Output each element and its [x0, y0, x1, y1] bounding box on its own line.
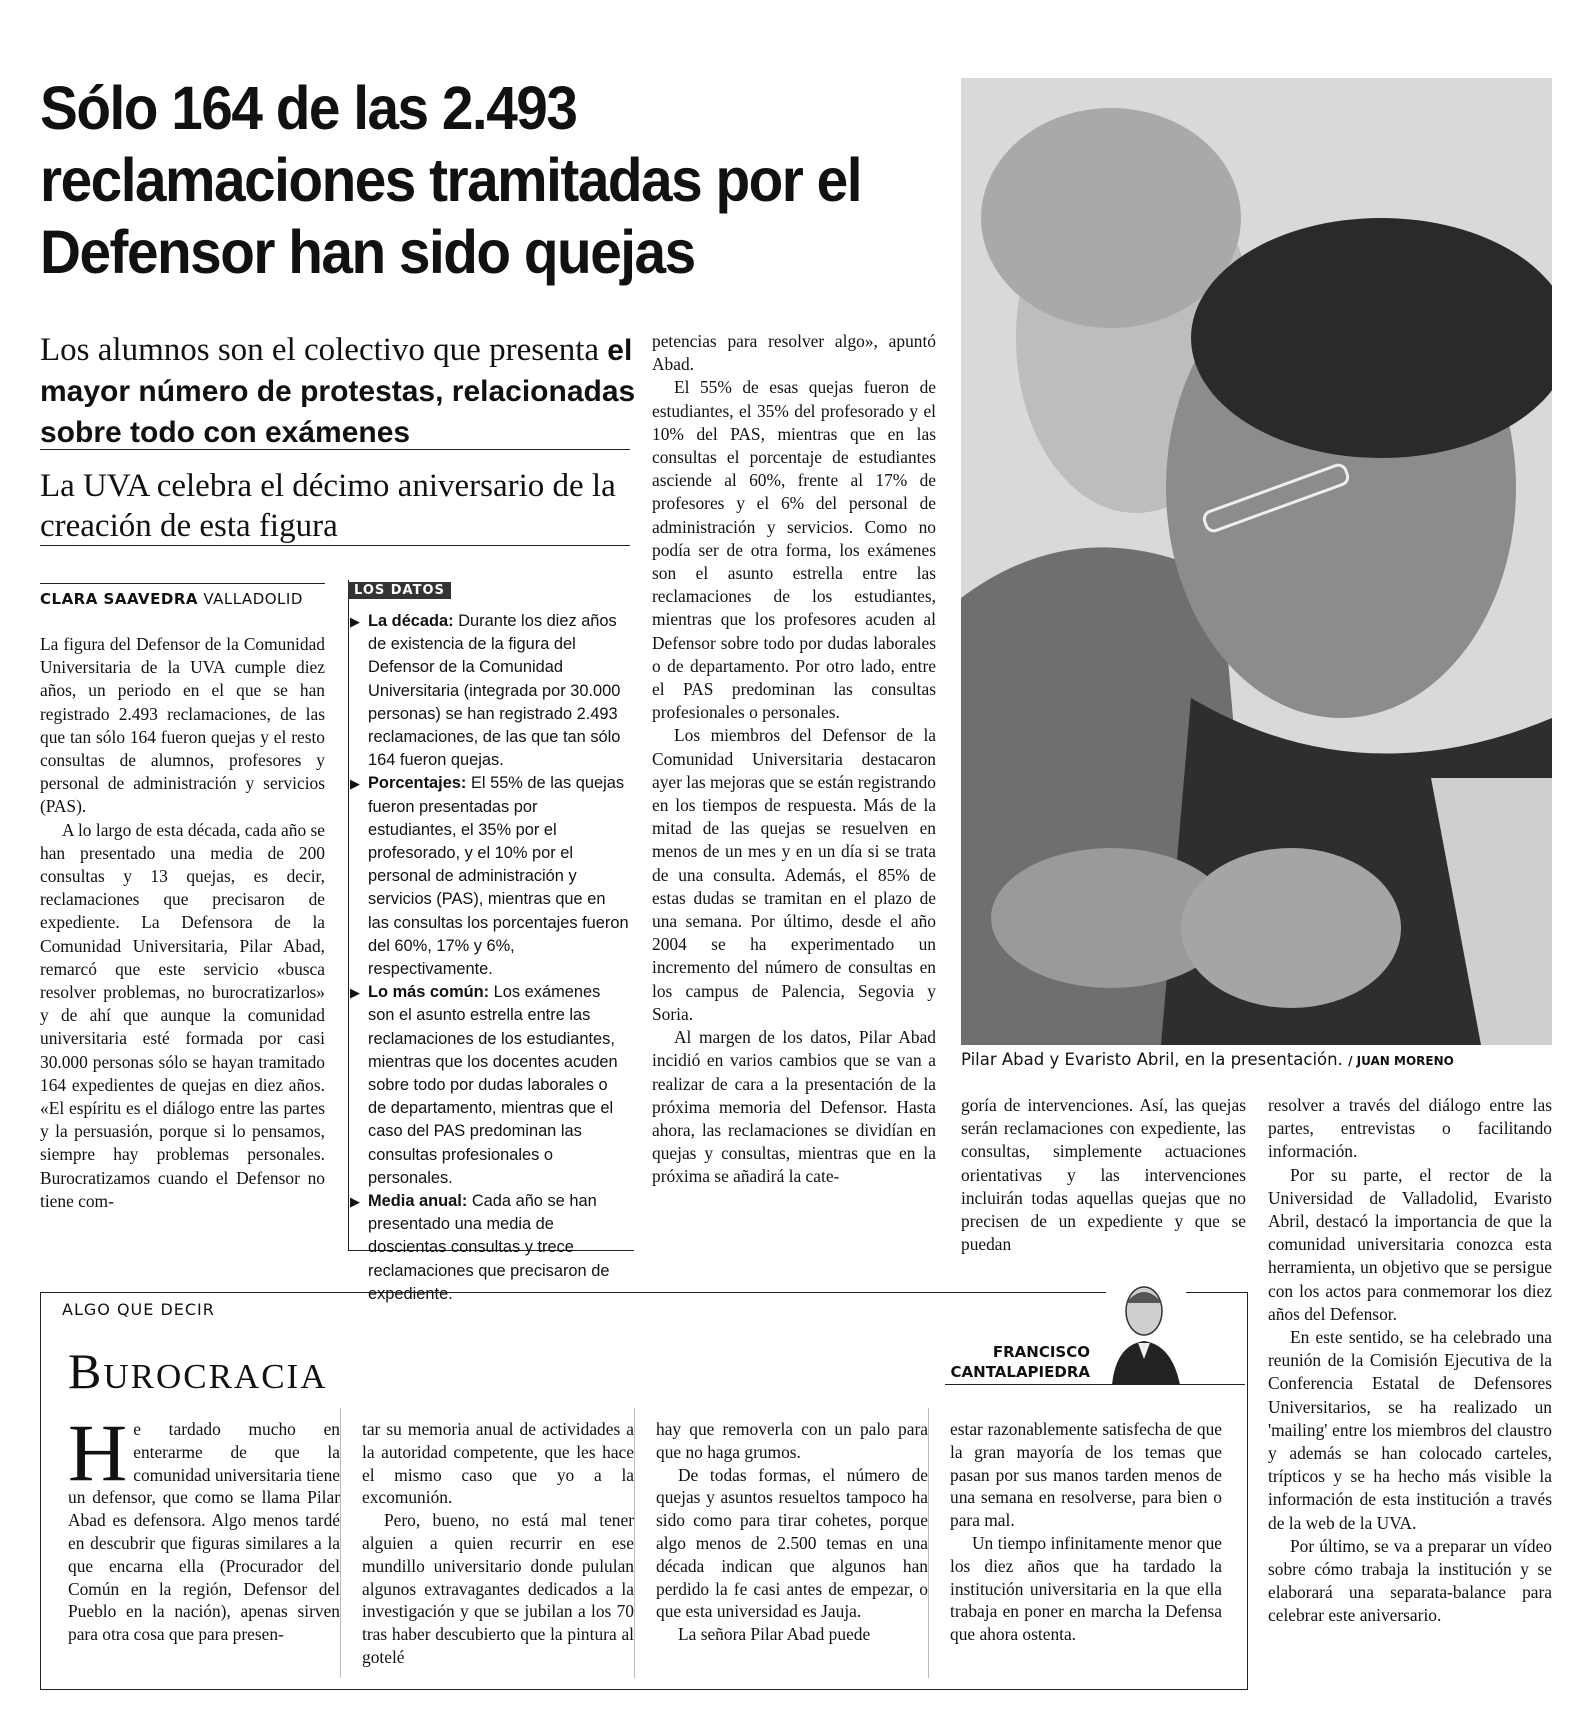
opinion-section-label: ALGO QUE DECIR	[62, 1300, 215, 1319]
datos-item-title: La década:	[368, 612, 454, 630]
paragraph: Por último, se va a preparar un vídeo sobre cómo trabaja la institución y se elaborará una separata-balance para celebrar este aniversario.	[1268, 1535, 1552, 1626]
opinion-column-1	[68, 1407, 340, 1646]
divider	[945, 1384, 1245, 1385]
opinion-author	[945, 1342, 1090, 1382]
paragraph: La señora Pilar Abad puede	[678, 1624, 871, 1645]
datos-label: LOS DATOS	[348, 582, 451, 599]
paragraph: La figura del Defensor de la Comunidad Universitaria de la UVA cumple diez años, un periodo en el que se han registrado 2.493 reclamaciones, de las que tan sólo 164 fueron quejas y el resto consultas de alumnos, profesores y personal de administración y servicios (PAS).	[40, 634, 325, 817]
paragraph-text: e tardado mucho en enterarme de que la comunidad universitaria tiene un defensor, que como se llama Pilar Abad es defensora. Algo menos tardé en descubrir que figuras similares a la que encarna ella (Procurador del Común en la región, Defensor del Pueblo en la nación), apenas sirven para otra cosa que para presen-	[68, 1419, 340, 1645]
opinion-title: Burocracia	[68, 1343, 328, 1399]
article-column-1	[40, 633, 325, 1213]
triangle-bullet-icon: ▶	[350, 776, 360, 792]
paragraph: De todas formas, el número de quejas y asuntos resueltos tampoco ha sido como para tirar cohetes, porque algo menos de 2.500 temas en una década indican que algunos han perdido la fe casi antes de empezar, o que esta universidad es Jauja.	[656, 1464, 928, 1622]
divider	[40, 449, 630, 450]
author-first-name: FRANCISCO	[992, 1343, 1090, 1361]
datos-item-title: Lo más común:	[368, 983, 490, 1002]
subheadline-regular: Los alumnos son el colectivo que presenta	[40, 332, 608, 368]
datos-item-text: Durante los diez años de existencia de la figura del Defensor de la Comunidad Universitaria (integrada por 30.000 personas) se han registrado 2.493 reclamaciones, de las que tan sólo 164 fueron quejas.	[368, 612, 621, 770]
opinion-column-4	[950, 1418, 1222, 1646]
paragraph: En este sentido, se ha celebrado una reunión de la Comisión Ejecutiva de la Conferencia Estatal de Defensores Universitarios, se ha realizado un 'mailing' entre los miembros del claustro y además se han colocado carteles, trípticos y se ha hecho más visible la información de esta institución a través de la web de la UVA.	[1268, 1327, 1552, 1533]
article-column-3	[652, 330, 936, 1189]
datos-item	[348, 610, 630, 772]
datos-item-text: Los exámenes son el asunto estrella entre las reclamaciones de los estudiantes, mientras que los docentes acuden sobre todo por dudas laborales o de departamento, mientras que el caso del PAS predominan las consultas profesionales o personales.	[368, 983, 618, 1187]
caption-text: Pilar Abad y Evaristo Abril, en la presentación.	[961, 1050, 1343, 1069]
paragraph: resolver a través del diálogo entre las partes, entrevistas o facilitando información.	[1268, 1095, 1552, 1162]
author-portrait	[1106, 1275, 1186, 1385]
secondary-subheadline: La UVA celebra el décimo aniversario de la creación de esta figura	[40, 468, 616, 544]
triangle-bullet-icon: ▶	[350, 1194, 360, 1210]
datos-item-text: Cada año se han presentado una media de doscientas consultas y trece reclamaciones que precisaron de expediente.	[368, 1192, 610, 1303]
opinion-column-2	[362, 1418, 634, 1669]
photo-illustration	[961, 78, 1552, 1045]
datos-item-title: Porcentajes:	[368, 774, 467, 793]
news-photo	[961, 78, 1552, 1045]
paragraph	[68, 1407, 340, 1646]
photo-credit: / JUAN MORENO	[1348, 1054, 1454, 1068]
byline-author: CLARA SAAVEDRA	[40, 590, 199, 608]
author-last-name: CANTALAPIEDRA	[950, 1363, 1090, 1381]
paragraph: El 55% de esas quejas fueron de estudiantes, el 35% del profesorado y el 10% del PAS, mientras que en las consultas el porcentaje de estudiantes asciende al 60%, frente al 17% de profesores y el 6% del personal de administración y servicios. Como no podía ser de otra forma, los exámenes son el asunto estrella entre las reclamaciones de los estudiantes, mientras que los profesores acuden al Defensor sobre todo por dudas laborales o de departamento. Por otro lado, entre el PAS predominan las consultas profesionales o personales.	[652, 377, 936, 723]
byline	[40, 583, 325, 608]
datos-item	[348, 981, 630, 1190]
datos-list	[348, 610, 630, 1306]
paragraph: goría de intervenciones. Así, las quejas serán reclamaciones con expediente, las consultas, simplemente actuaciones orientativas y las intervenciones incluirán todas aquellas quejas que no precisen de un expediente y que se puedan	[961, 1095, 1246, 1255]
article-column-4	[961, 1094, 1246, 1256]
paragraph: Los miembros del Defensor de la Comunidad Universitaria destacaron ayer las mejoras que se están registrando en los tiempos de respuesta. Más de la mitad de las quejas se resuelven en menos de un mes y en un día si se trata de una consulta. Además, el 85% de estas dudas se tramitan en el plazo de una semana. Por último, desde el año 2004 se ha experimentado un incremento del número de consultas en los campus de Palencia, Segovia y Soria.	[652, 725, 936, 1024]
datos-item-text: El 55% de las quejas fueron presentadas por estudiantes, el 35% por el profesorado, y el 10% por el personal de administración y servicios (PAS), mientras que en las consultas los porcentajes fueron del 60%, 17% y 6%, respectivamente.	[368, 774, 629, 979]
opinion-column-3	[656, 1418, 928, 1646]
paragraph: Pero, bueno, no está mal tener alguien a quien recurrir en ese mundillo universitario donde pululan algunos extravagantes dedicados a la investigación y que se jubilan a los 70 tras haber descubierto que la pintura al gotelé	[362, 1510, 634, 1667]
paragraph: tar su memoria anual de actividades a la autoridad competente, que les hace el mismo caso que yo a la excomunión.	[362, 1419, 634, 1508]
datos-item	[348, 1190, 630, 1306]
paragraph: Por su parte, el rector de la Universidad de Valladolid, Evaristo Abril, destacó la importancia de que la comunidad universitaria conozca esta herramienta, un objetivo que se persigue con los actos para conmemorar los diez años del Defensor.	[1268, 1164, 1552, 1324]
drop-cap: H	[68, 1407, 128, 1498]
divider	[40, 545, 630, 546]
photo-caption	[961, 1050, 1561, 1069]
triangle-bullet-icon: ▶	[350, 985, 360, 1001]
paragraph: petencias para resolver algo», apuntó Abad.	[652, 331, 936, 375]
paragraph: Al margen de los datos, Pilar Abad incidió en varios cambios que se van a realizar de cara a la presentación de la próxima memoria del Defensor. Hasta ahora, las reclamaciones se dividían en quejas y consultas, mientras que en la próxima se añadirá la cate-	[652, 1027, 936, 1187]
headline: Sólo 164 de las 2.493 reclamaciones tramitadas por el Defensor han sido quejas	[40, 74, 861, 286]
column-divider	[634, 1408, 635, 1678]
paragraph: A lo largo de esta década, cada año se han presentado una media de 200 consultas y 13 quejas, es decir, reclamaciones que precisaron de expediente. La Defensora de la Comunidad Universitaria, Pilar Abad, remarcó que este servicio «busca resolver problemas, no burocratizarlos» y de ahí que aunque la comunidad universitaria esté formada por casi 30.000 personas sólo se hayan tramitado 164 expedientes de quejas en diez años. «El espíritu es el diálogo entre las partes y la persuasión, porque si lo pensamos, siempre hay problemas personales. Burocratizamos cuando el Defensor no tiene com-	[40, 819, 325, 1211]
column-divider	[928, 1408, 929, 1678]
byline-place: VALLADOLID	[203, 590, 303, 608]
subheadline	[40, 330, 640, 453]
article-column-5	[1268, 1094, 1552, 1628]
paragraph: Un tiempo infinitamente menor que los diez años que ha tardado la institución universitaria en la que ella trabaja en poner en marcha la Defensa que ahora ostenta.	[950, 1532, 1222, 1645]
triangle-bullet-icon: ▶	[350, 614, 360, 629]
column-divider	[340, 1408, 341, 1678]
datos-item	[348, 772, 630, 981]
datos-item-title: Media anual:	[368, 1192, 468, 1211]
paragraph: hay que removerla con un palo para que no haga grumos.	[656, 1419, 928, 1462]
subheadline-bold: el mayor número de protestas, relacionadas sobre todo con exámenes	[40, 334, 636, 449]
paragraph: estar razonablemente satisfecha de que la gran mayoría de los temas que pasan por sus manos tarden menos de una semana en resolverse, para bien o para mal.	[950, 1419, 1222, 1531]
